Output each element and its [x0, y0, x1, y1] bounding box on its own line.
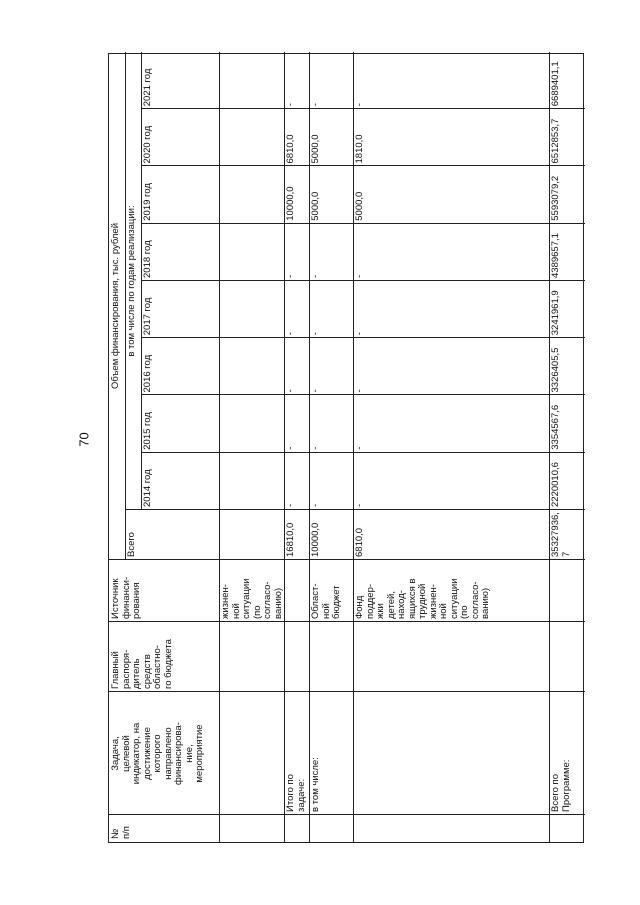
- grid-hline: [125, 52, 126, 560]
- row-year-1: -: [285, 503, 296, 507]
- row-year-6: 10000,0: [285, 186, 296, 221]
- row-year-3: -: [310, 389, 321, 393]
- row-year-6: 5593079,2: [550, 175, 561, 221]
- funding-table: [108, 53, 584, 843]
- grid-vline: [141, 337, 585, 338]
- grid-vline: [141, 452, 585, 453]
- row-year-8: [219, 52, 284, 109]
- row-manager: [353, 622, 549, 692]
- row-total: 35327936, 7: [550, 512, 572, 557]
- header-col-task: Задача, целевой индикатор, на достижение которого направлено финансирова- ние, мероприятие: [110, 722, 205, 785]
- header-total: Всего: [126, 532, 137, 557]
- header-year-6: 2019 год: [142, 183, 153, 221]
- grid-vline: [109, 814, 585, 815]
- header-col-source: Источник финанси- рования: [110, 576, 142, 619]
- row-task: Всего по Программе:: [550, 759, 572, 812]
- grid-hline: [284, 52, 285, 842]
- grid-hline: [141, 52, 142, 510]
- header-year-4: 2017 год: [142, 297, 153, 336]
- row-year-8: -: [310, 103, 321, 107]
- row-year-6: [219, 167, 284, 224]
- row-year-6: 5000,0: [354, 191, 365, 221]
- row-year-5: -: [285, 274, 296, 278]
- row-year-4: -: [285, 332, 296, 336]
- header-year-2: 2015 год: [142, 412, 153, 450]
- row-total: 6810,0: [354, 527, 365, 557]
- grid-hline: [353, 52, 354, 842]
- row-year-4: -: [310, 332, 321, 336]
- row-year-7: 6512853,7: [550, 118, 561, 164]
- grid-vline: [109, 691, 585, 692]
- row-source: жизнен- ной ситуации (по согласо- ванию): [220, 578, 284, 619]
- header-col-manager: Главный распоря- дитель средств областно- го бюджета: [110, 639, 174, 689]
- row-year-7: 5000,0: [310, 134, 321, 164]
- row-year-4: [219, 281, 284, 338]
- grid-vline: [125, 509, 585, 510]
- row-year-8: 6689401,1: [550, 61, 561, 107]
- row-manager: [284, 622, 309, 692]
- row-task: [353, 692, 549, 815]
- row-total: 10000,0: [310, 522, 321, 557]
- row-year-7: 6810,0: [285, 134, 296, 164]
- header-year-1: 2014 год: [142, 469, 153, 507]
- header-year-3: 2016 год: [142, 354, 153, 393]
- row-num: [284, 815, 309, 842]
- row-year-1: -: [354, 503, 365, 507]
- row-total: [219, 510, 284, 560]
- row-year-2: -: [354, 446, 365, 450]
- header-col-num: № п/п: [110, 826, 132, 839]
- row-source: [549, 560, 585, 622]
- row-year-6: 5000,0: [310, 191, 321, 221]
- header-by-years: в том числе по годам реализации:: [126, 205, 137, 357]
- row-manager: [309, 622, 353, 692]
- header-funding-title: Объем финансирования, тыс. рублей: [110, 222, 121, 390]
- grid-vline: [141, 166, 585, 167]
- row-year-1: [219, 453, 284, 510]
- row-year-4: -: [354, 332, 365, 336]
- row-source: Област- ной бюджет: [310, 583, 342, 619]
- row-manager: [219, 622, 284, 692]
- row-year-8: -: [354, 103, 365, 107]
- row-year-2: 3354567,6: [550, 404, 561, 450]
- row-year-5: [219, 224, 284, 281]
- row-year-5: -: [354, 274, 365, 278]
- row-year-1: 2220010,6: [550, 462, 561, 507]
- grid-vline: [109, 559, 585, 560]
- row-year-3: -: [354, 389, 365, 393]
- page-number: 70: [76, 432, 92, 447]
- row-num: [549, 815, 585, 842]
- row-year-2: -: [285, 446, 296, 450]
- row-year-3: -: [285, 389, 296, 393]
- header-year-7: 2020 год: [142, 125, 153, 164]
- row-year-2: -: [310, 446, 321, 450]
- grid-vline: [141, 280, 585, 281]
- row-year-2: [219, 396, 284, 453]
- row-year-5: -: [310, 274, 321, 278]
- row-year-5: 4389657,1: [550, 233, 561, 278]
- row-source: Фонд поддер- жки детей, наход- ящихся в трудной жизнен- ной ситуации (по согласо- ванию): [354, 578, 491, 619]
- grid-hline: [549, 52, 550, 842]
- row-task: в том числе:: [310, 757, 321, 812]
- row-year-4: 3241961,9: [550, 290, 561, 336]
- row-source: [284, 560, 309, 622]
- row-task: [219, 692, 284, 815]
- grid-hline: [309, 52, 310, 842]
- row-num: [353, 815, 549, 842]
- row-year-3: 3326405,5: [550, 347, 561, 393]
- grid-vline: [141, 223, 585, 224]
- row-year-7: 1810,0: [354, 134, 365, 164]
- row-manager: [549, 622, 585, 692]
- grid-vline: [141, 108, 585, 109]
- row-year-7: [219, 109, 284, 166]
- row-total: 16810,0: [285, 522, 296, 557]
- header-year-5: 2018 год: [142, 240, 153, 278]
- row-task: Итого по задаче:: [285, 774, 307, 812]
- row-year-3: [219, 338, 284, 395]
- header-year-8: 2021 год: [142, 68, 153, 107]
- grid-vline: [141, 395, 585, 396]
- row-num: [219, 815, 284, 842]
- grid-vline: [109, 621, 585, 622]
- row-num: [309, 815, 353, 842]
- grid-hline: [219, 52, 220, 842]
- row-year-8: -: [285, 103, 296, 107]
- row-year-1: -: [310, 503, 321, 507]
